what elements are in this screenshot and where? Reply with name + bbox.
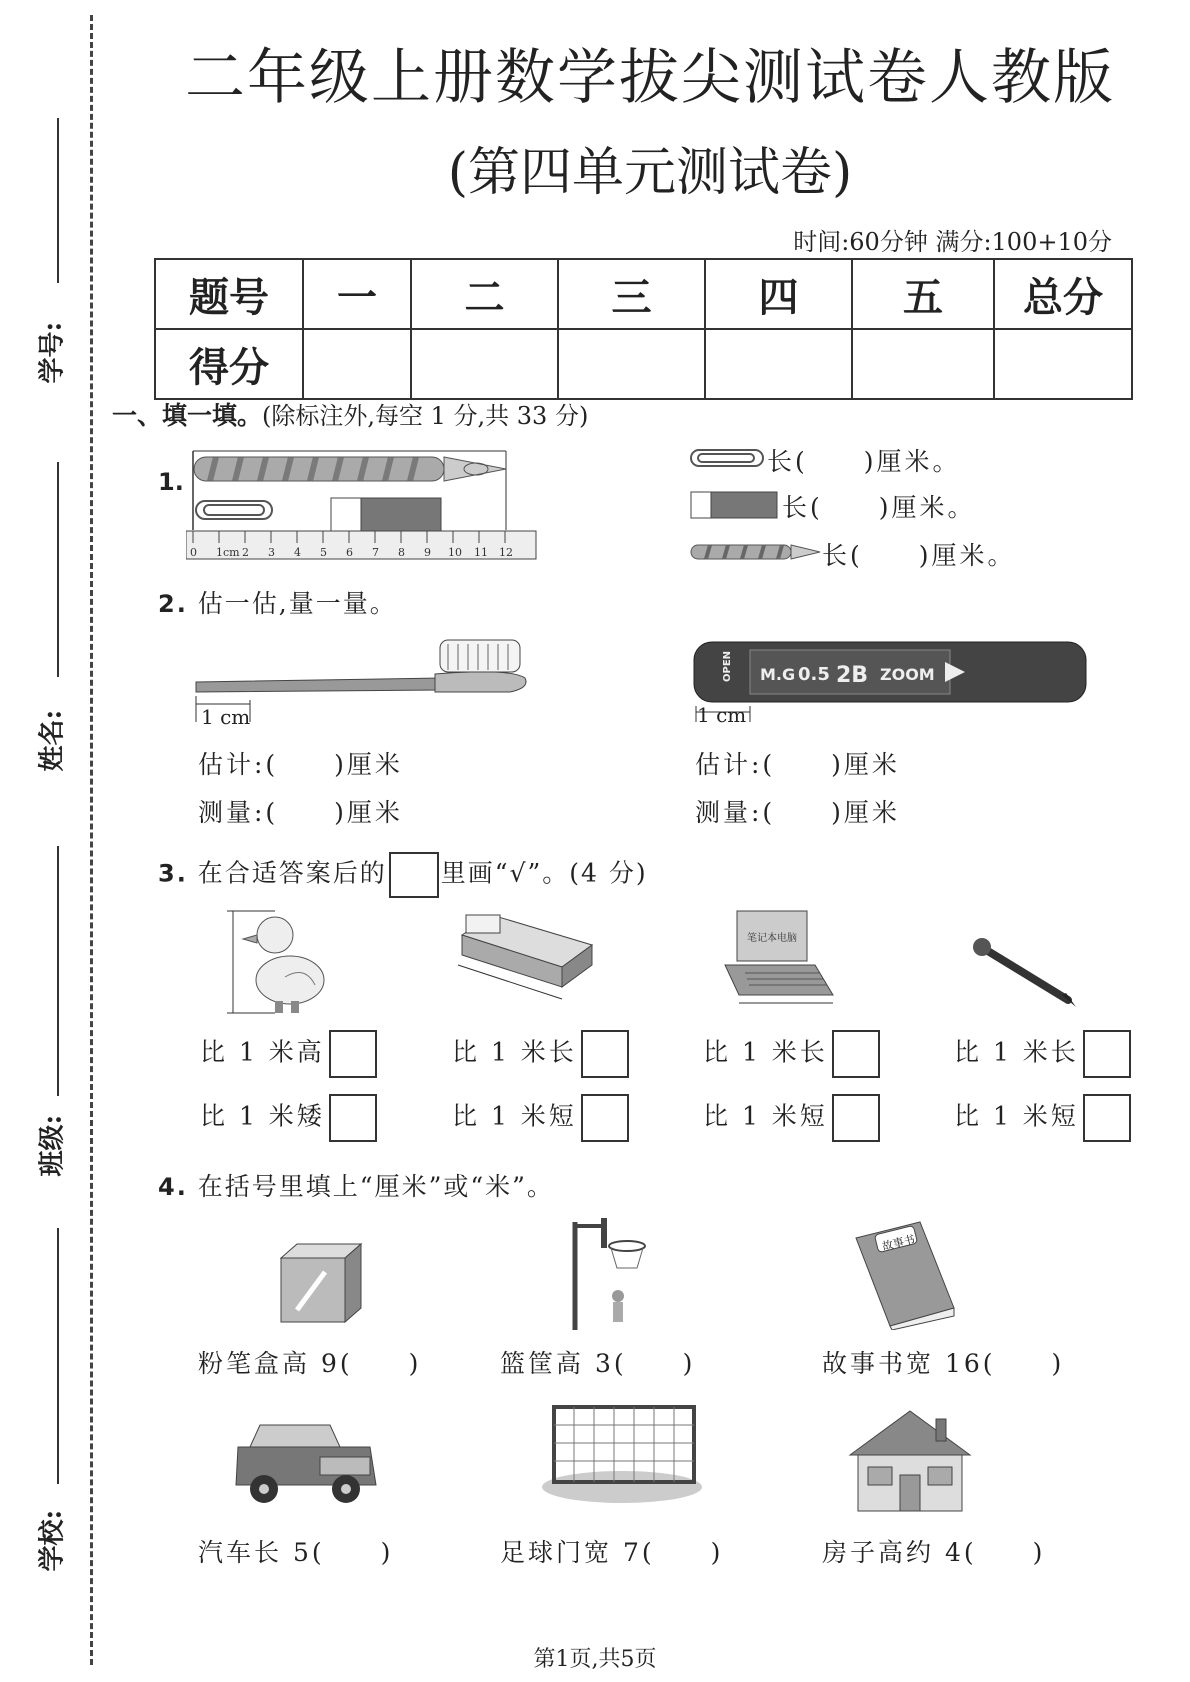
q3-text-before: 在合适答案后的 (197, 858, 387, 888)
student-id-label: 学号: (37, 321, 68, 384)
section-1-note: (除标注外,每空 1 分,共 33 分) (262, 402, 589, 430)
q3-option-label: 比 1 米短 (954, 1101, 1079, 1131)
q4-item-goal[interactable]: 足球门宽 7( ) (500, 1538, 724, 1567)
q1-number: 1. (158, 468, 184, 496)
class-line (57, 846, 59, 1096)
q3-option (200, 1094, 377, 1142)
score-cell[interactable] (852, 329, 994, 399)
pencil-case-text: OPEN (722, 650, 733, 682)
toothbrush-unit-label: 1 cm (201, 705, 251, 729)
q4-item-chalk-box[interactable]: 粉笔盒高 9( ) (198, 1349, 422, 1378)
ruler-tick-label: 9 (424, 546, 431, 559)
q3-checkbox[interactable] (832, 1094, 880, 1142)
q3-option (703, 1030, 880, 1078)
q3-checkbox[interactable] (581, 1094, 629, 1142)
page-footer: 第1页,共5页 (533, 1647, 657, 1672)
section-1-heading (112, 396, 588, 432)
bed-icon (452, 905, 602, 1010)
ruler-tick-label: 1cm (216, 546, 240, 559)
score-header-cell: 二 (411, 259, 558, 329)
duck-icon (225, 905, 335, 1017)
eraser-icon (331, 498, 441, 532)
school-label: 学校: (37, 1509, 68, 1572)
q3-option (954, 1030, 1131, 1078)
ruler-tick-label: 12 (499, 546, 513, 559)
score-row-label: 得分 (155, 329, 303, 399)
q2-toothbrush-measure[interactable]: 测量:( )厘米 (198, 798, 403, 827)
fold-dashed-line (90, 15, 93, 1665)
q4-text: 在括号里填上“厘米”或“米”。 (197, 1172, 554, 1201)
class-label: 班级: (37, 1114, 68, 1177)
score-cell[interactable] (303, 329, 411, 399)
q2-pencil-case-measure[interactable]: 测量:( )厘米 (695, 798, 900, 827)
q2-pencil-case-estimate[interactable]: 估计:( )厘米 (695, 750, 900, 779)
score-header-cell: 三 (558, 259, 705, 329)
book-label: 故事书 (880, 1232, 917, 1254)
score-cell[interactable] (558, 329, 705, 399)
score-header-cell: 四 (705, 259, 852, 329)
page-subtitle: (第四单元测试卷) (447, 143, 853, 203)
ruler-tick-label: 5 (320, 546, 327, 559)
car-icon (230, 1415, 380, 1515)
q4-item-hoop[interactable]: 篮筐高 3( ) (500, 1349, 696, 1378)
q4-item-house[interactable]: 房子高约 4( ) (822, 1538, 1046, 1567)
score-header-cell: 题号 (155, 259, 303, 329)
q3-option-label: 比 1 米高 (200, 1037, 325, 1067)
section-1-title: 一、填一填。 (112, 401, 263, 430)
q3-example-box (389, 852, 439, 898)
pencil-case-text: 2B (836, 663, 869, 688)
q3-option (452, 1094, 629, 1142)
page-title: 二年级上册数学拔尖测试卷人教版 (185, 43, 1115, 113)
pencil-case-text: M.G (760, 665, 796, 684)
q3-option-label: 比 1 米长 (452, 1037, 577, 1067)
q4-item-car[interactable]: 汽车长 5( ) (198, 1538, 394, 1567)
q3-checkbox[interactable] (329, 1030, 377, 1078)
long-crayon-icon (194, 457, 506, 481)
ruler-tick-label: 6 (346, 546, 353, 559)
laptop-icon (715, 905, 840, 1010)
q3-option (954, 1094, 1131, 1142)
q1-answer-eraser: 长( )厘米。 (782, 493, 976, 522)
school-line (57, 1228, 59, 1484)
q4-prompt (158, 1167, 554, 1203)
ruler-tick-label: 4 (294, 546, 301, 559)
score-header-cell: 一 (303, 259, 411, 329)
score-table-header-row (155, 259, 1132, 329)
q4-number: 4. (158, 1173, 188, 1201)
score-header-cell: 总分 (994, 259, 1132, 329)
paper-clip-icon (196, 501, 272, 519)
q3-prompt (158, 852, 648, 898)
ruler-tick-label: 2 (242, 546, 249, 559)
football-goal-icon (540, 1395, 705, 1510)
q2-number: 2. (158, 590, 188, 618)
ruler-tick-label: 11 (474, 546, 488, 559)
score-table-score-row (155, 329, 1132, 399)
q3-checkbox[interactable] (1083, 1094, 1131, 1142)
pencil-case-unit-label: 1 cm (697, 703, 747, 727)
basketball-hoop-icon (555, 1212, 665, 1332)
ruler-tick-label: 7 (372, 546, 379, 559)
student-id-line (57, 118, 59, 283)
crayon-icon (690, 542, 822, 562)
q1-answer-crayon: 长( )厘米。 (822, 541, 1016, 570)
chalk-box-icon (275, 1238, 367, 1330)
q3-option-label: 比 1 米短 (703, 1101, 828, 1131)
q3-option-label: 比 1 米长 (954, 1037, 1079, 1067)
eraser-icon (690, 490, 780, 520)
q2-text: 估一估,量一量。 (197, 589, 397, 618)
ruler-tick-label: 3 (268, 546, 275, 559)
pencil-case-text: 0.5 (798, 664, 830, 685)
pencil-case-text: ZOOM (880, 665, 935, 684)
score-cell[interactable] (994, 329, 1132, 399)
q3-option (200, 1030, 377, 1078)
pen-icon (968, 935, 1078, 1010)
score-cell[interactable] (411, 329, 558, 399)
q3-option (703, 1094, 880, 1142)
q3-option-label: 比 1 米矮 (200, 1101, 325, 1131)
q3-option-label: 比 1 米短 (452, 1101, 577, 1131)
q3-text-after: 里画“√”。(4 分) (440, 858, 648, 888)
q3-checkbox[interactable] (329, 1094, 377, 1142)
q3-option (452, 1030, 629, 1078)
laptop-screen-text: 笔记本电脑 (747, 933, 797, 944)
q3-checkbox[interactable] (1083, 1030, 1131, 1078)
q3-checkbox[interactable] (581, 1030, 629, 1078)
score-header-cell: 五 (852, 259, 994, 329)
q3-option-label: 比 1 米长 (703, 1037, 828, 1067)
q3-number: 3. (158, 859, 188, 888)
time-score-info: 时间:60分钟 满分:100+10分 (793, 228, 1112, 256)
q4-item-story-book[interactable]: 故事书宽 16( ) (822, 1349, 1065, 1378)
paper-clip-icon (690, 448, 766, 468)
house-icon (840, 1405, 980, 1515)
q2-prompt (158, 584, 397, 620)
q3-checkbox[interactable] (832, 1030, 880, 1078)
name-line (57, 462, 59, 677)
score-table (154, 258, 1133, 400)
name-label: 姓名: (37, 709, 68, 772)
q1-answer-clip: 长( )厘米。 (767, 447, 961, 476)
q1-ruler-figure (186, 445, 540, 560)
ruler-tick-label: 10 (448, 546, 462, 559)
ruler-tick-label: 8 (398, 546, 405, 559)
q2-toothbrush-estimate[interactable]: 估计:( )厘米 (198, 750, 403, 779)
ruler-tick-label: 0 (190, 546, 197, 559)
pencil-lead-case-icon (690, 636, 1090, 726)
story-book-icon (850, 1218, 960, 1330)
score-cell[interactable] (705, 329, 852, 399)
